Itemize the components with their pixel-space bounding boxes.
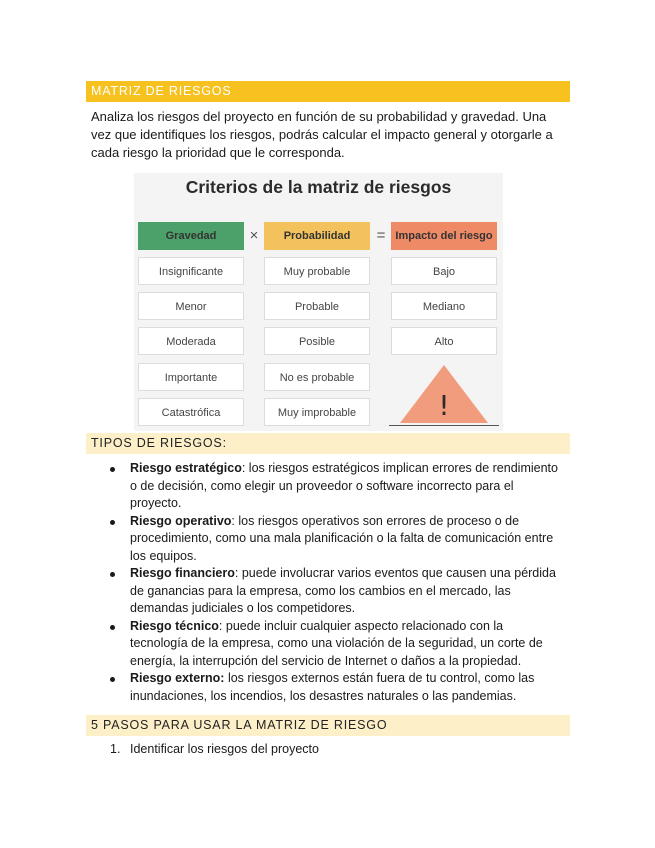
list-item bbox=[110, 460, 560, 513]
header-gravedad: Gravedad bbox=[138, 222, 244, 250]
figure-baseline bbox=[389, 425, 499, 426]
bullet-icon bbox=[110, 625, 115, 630]
bullet-icon bbox=[110, 520, 115, 525]
probabilidad-cell: Posible bbox=[264, 327, 370, 355]
bullet-icon bbox=[110, 677, 115, 682]
equals-operator: = bbox=[376, 227, 386, 244]
figure-title: Criterios de la matriz de riesgos bbox=[185, 177, 452, 197]
bullet-icon bbox=[110, 467, 115, 472]
gravedad-cell: Importante bbox=[138, 363, 244, 391]
gravedad-cell: Catastrófica bbox=[138, 398, 244, 426]
list-item bbox=[110, 741, 560, 759]
risk-description: : los riesgos estratégicos implican errores de rendimiento o de decisión, como elegir un proveedor o software incorrecto para el proyecto. bbox=[130, 461, 558, 510]
risk-description: : puede incluir cualquier aspecto relacionado con la tecnología de la empresa, como una violación de la seguridad, un corte de energía, la interrupción del servicio de Internet o daños a la propiedad. bbox=[130, 618, 543, 668]
list-item bbox=[110, 513, 560, 566]
warning-triangle-icon bbox=[398, 363, 490, 425]
risk-description: : los riesgos operativos son errores de proceso o de procedimiento, como una mala planificación o la falta de comunicación entre los equipos. bbox=[130, 513, 554, 563]
impacto-cell: Bajo bbox=[391, 257, 497, 285]
probabilidad-cell: Muy improbable bbox=[264, 398, 370, 426]
steps-list bbox=[110, 741, 560, 759]
section-title-tipos: TIPOS DE RIESGOS: bbox=[86, 433, 570, 454]
gravedad-cell: Insignificante bbox=[138, 257, 244, 285]
header-probabilidad: Probabilidad bbox=[264, 222, 370, 250]
risk-term: Riesgo estratégico bbox=[130, 461, 242, 475]
risk-term: Riesgo operativo bbox=[130, 513, 232, 528]
gravedad-cell: Menor bbox=[138, 292, 244, 320]
risk-description: los riesgos externos están fuera de tu control, como las inundaciones, los incendios, los desastres naturales o las pandemias. bbox=[130, 671, 535, 703]
bullet-icon bbox=[110, 572, 115, 577]
warning-exclamation: ! bbox=[438, 389, 450, 422]
section-title-pasos: 5 PASOS PARA USAR LA MATRIZ DE RIESGO bbox=[86, 715, 570, 736]
step-text: Identificar los riesgos del proyecto bbox=[130, 742, 319, 756]
list-item bbox=[110, 670, 560, 705]
list-item bbox=[110, 565, 560, 618]
risk-matrix-figure bbox=[134, 173, 503, 431]
gravedad-cell: Moderada bbox=[138, 327, 244, 355]
probabilidad-cell: Probable bbox=[264, 292, 370, 320]
times-operator: × bbox=[249, 227, 259, 244]
impacto-cell: Mediano bbox=[391, 292, 497, 320]
header-impacto: Impacto del riesgo bbox=[391, 222, 497, 250]
risk-term: Riesgo financiero bbox=[130, 566, 235, 580]
step-number: 1. bbox=[110, 742, 121, 756]
risk-term: Riesgo externo: bbox=[130, 671, 225, 685]
risk-term: Riesgo técnico bbox=[130, 618, 219, 633]
probabilidad-cell: No es probable bbox=[264, 363, 370, 391]
impacto-cell: Alto bbox=[391, 327, 497, 355]
intro-paragraph: Analiza los riesgos del proyecto en función de su probabilidad y gravedad. Una vez que identifiques los riesgos, podrás calcular el impacto general y otorgarle a cada riesgo la prioridad que le corresponda. bbox=[91, 109, 553, 160]
risk-description: : puede involucrar varios eventos que causen una pérdida de ganancias para la empresa, como los cambios en el mercado, las demandas judiciales o los competidores. bbox=[130, 566, 556, 615]
section-title-matriz: MATRIZ DE RIESGOS bbox=[86, 81, 570, 102]
probabilidad-cell: Muy probable bbox=[264, 257, 370, 285]
risk-types-list bbox=[110, 460, 560, 705]
list-item bbox=[110, 618, 560, 671]
